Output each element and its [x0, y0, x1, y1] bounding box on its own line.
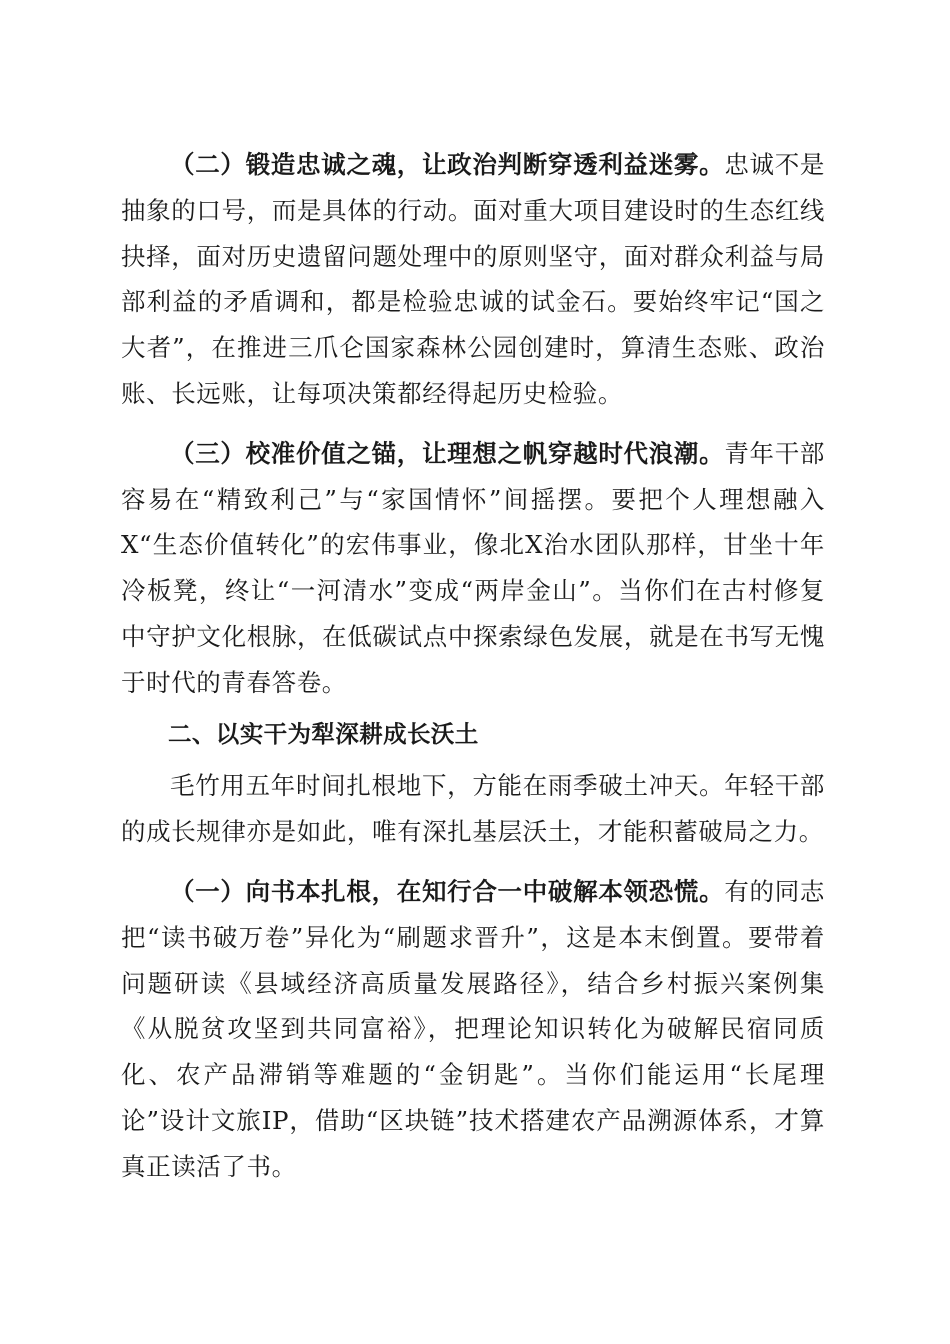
paragraph-books-root — [121, 869, 825, 1190]
paragraph-lead: （三）校准价值之锚，让理想之帆穿越时代浪潮。 — [170, 438, 725, 468]
paragraph-lead: （一）向书本扎根，在知行合一中破解本领恐慌。 — [170, 876, 725, 906]
paragraph-text: 毛竹用五年时间扎根地下，方能在雨季破土冲天。年轻干部的成长规律亦是如此，唯有深扎基层沃土，才能积蓄破局之力。 — [121, 771, 825, 847]
paragraph-text: 忠诚不是抽象的口号，而是具体的行动。面对重大项目建设时的生态红线抉择，面对历史遗留问题处理中的原则坚守，面对群众利益与局部利益的矛盾调和，都是检验忠诚的试金石。要始终牢记“国之大者”，在推进三爪仑国家森林公园创建时，算清生态账、政治账、长远账，让每项决策都经得起历史检验。 — [121, 150, 825, 408]
section-heading: 二、以实干为犁深耕成长沃土 — [168, 719, 479, 748]
document-body — [121, 142, 825, 1190]
paragraph-lead: （二）锻造忠诚之魂，让政治判断穿透利益迷雾。 — [170, 150, 725, 179]
paragraph-forge-loyalty — [121, 142, 825, 417]
paragraph-text: 青年干部容易在“精致利己”与“家国情怀”间摇摆。要把个人理想融入X“生态价值转化”的宏伟事业，像北X治水团队那样，甘坐十年冷板凳，终让“一河清水”变成“两岸金山”。当你们在古村修复中守护文化根脉，在低碳试点中探索绿色发展，就是在书写无愧于时代的青春答卷。 — [121, 438, 825, 697]
paragraph-calibrate-values — [121, 431, 825, 706]
paragraph-text: 有的同志把“读书破万卷”异化为“刷题求晋升”，这是本末倒置。要带着问题研读《县域经济高质量发展路径》，结合乡村振兴案例集《从脱贫攻坚到共同富裕》，把理论知识转化为破解民宿同质化、农产品滞销等难题的“金钥匙”。当你们能运用“长尾理论”设计文旅IP，借助“区块链”技术搭建农产品溯源体系，才算真正读活了书。 — [121, 876, 825, 1181]
paragraph-bamboo — [121, 763, 825, 855]
